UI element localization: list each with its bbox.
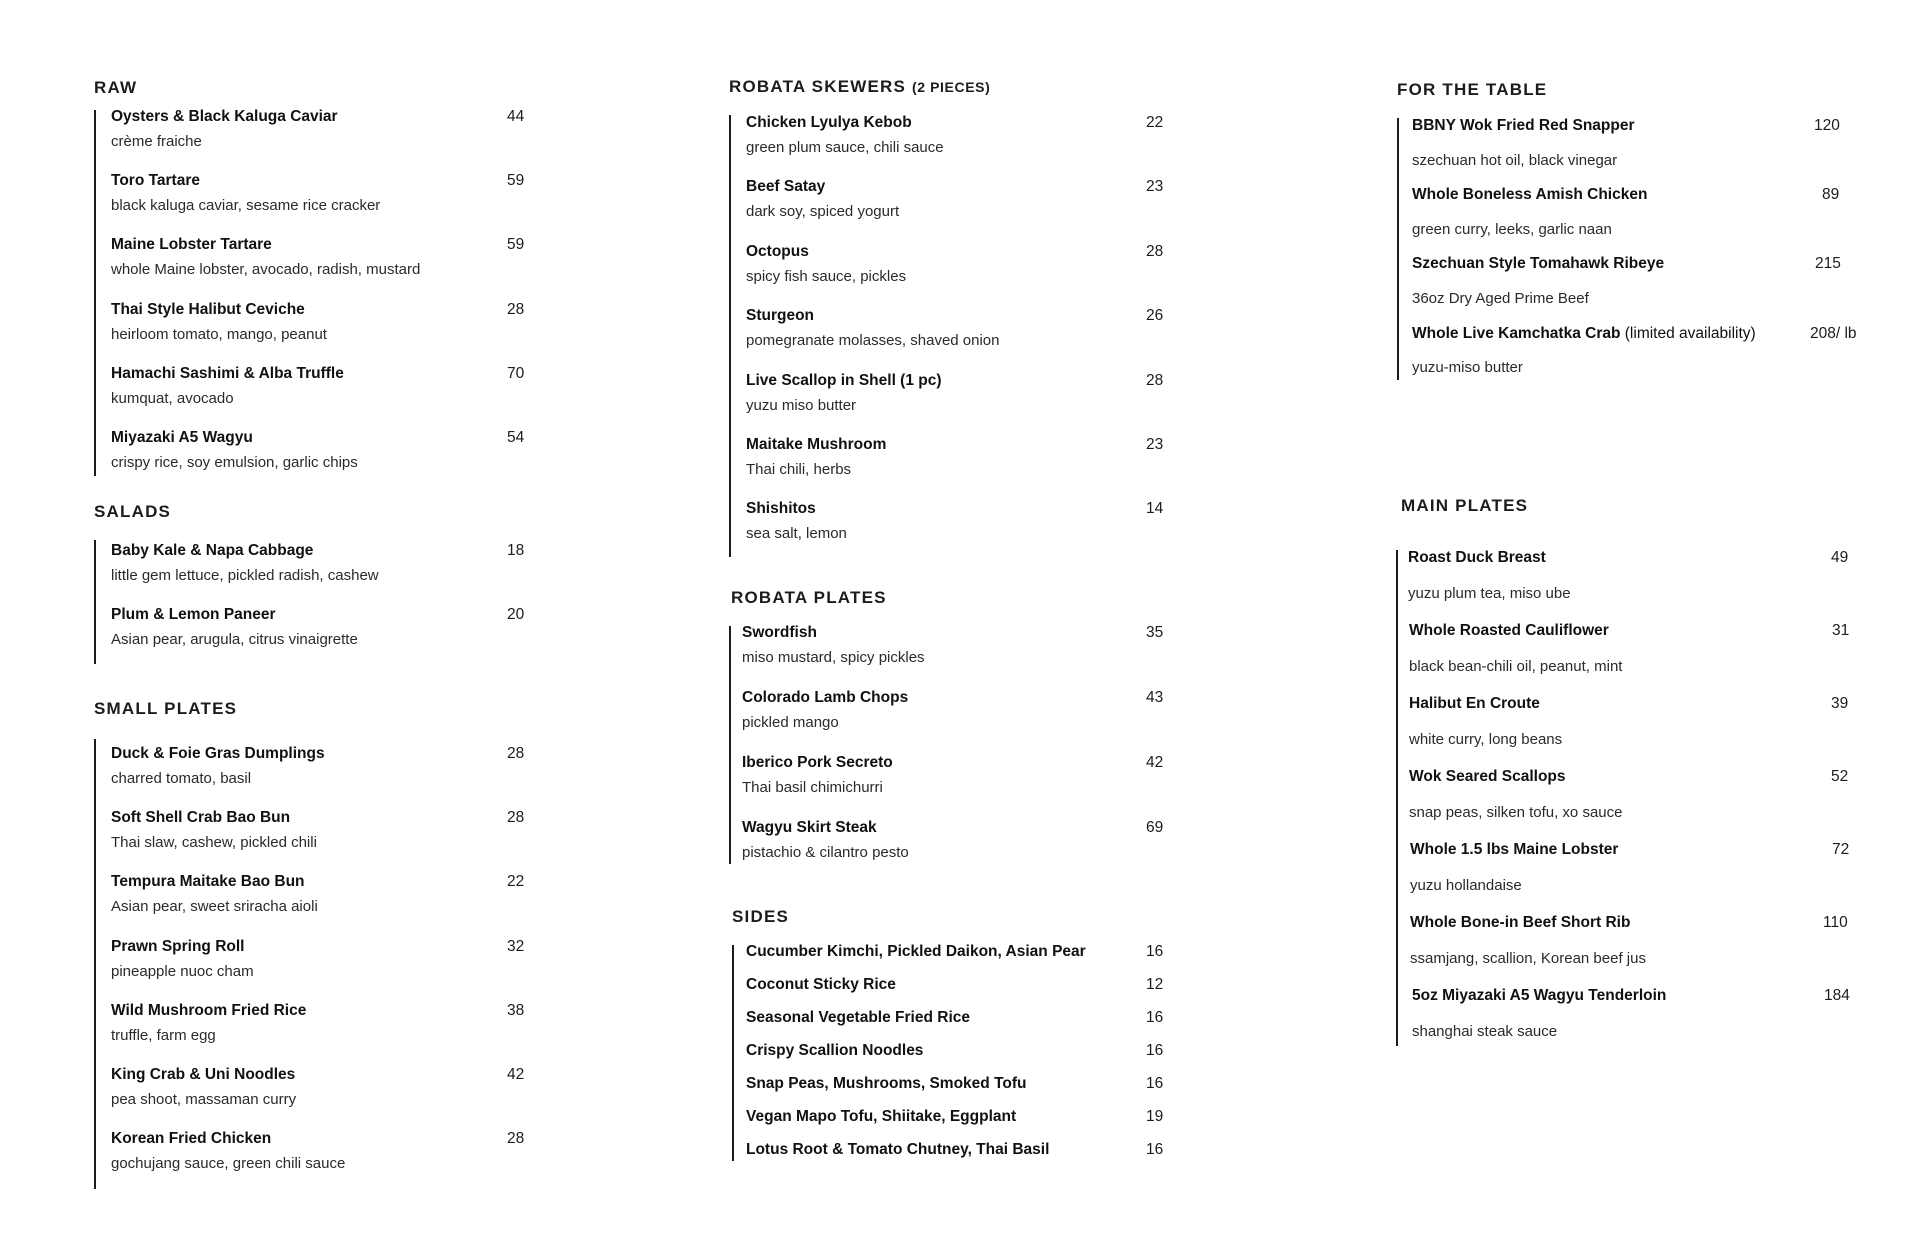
menu-item-desc: yuzu plum tea, miso ube (1408, 585, 1571, 602)
menu-item-desc: spicy fish sauce, pickles (746, 268, 907, 285)
menu-item-price: 16 (1146, 1042, 1164, 1059)
menu-item-price: 184 (1824, 987, 1850, 1004)
section-title-robata-skewers (729, 77, 990, 97)
menu-item-desc: gochujang sauce, green chili sauce (111, 1155, 346, 1172)
menu-item-desc: yuzu-miso butter (1412, 359, 1523, 376)
menu-item-price: 59 (507, 172, 525, 189)
menu-item-name: Seasonal Vegetable Fried Rice (746, 1009, 970, 1026)
section-rule (94, 110, 96, 476)
menu-item-name: Whole 1.5 lbs Maine Lobster (1410, 841, 1619, 858)
menu-item-desc: pea shoot, massaman curry (111, 1091, 297, 1108)
menu-item-desc: 36oz Dry Aged Prime Beef (1412, 290, 1589, 307)
menu-item-desc: whole Maine lobster, avocado, radish, mustard (111, 261, 421, 278)
menu-item-name: Iberico Pork Secreto (742, 754, 893, 771)
menu-item-name: Colorado Lamb Chops (742, 689, 909, 706)
menu-item-note: (limited availability) (1624, 325, 1756, 342)
section-title-robata-plates: ROBATA PLATES (731, 588, 887, 607)
menu-item-name: Miyazaki A5 Wagyu (111, 429, 253, 446)
menu-item-desc: Thai basil chimichurri (742, 779, 883, 796)
section-title-small-plates: SMALL PLATES (94, 699, 238, 718)
menu-item-name: Shishitos (746, 500, 816, 517)
menu-item-price: 72 (1832, 841, 1850, 858)
menu-item-name: Live Scallop in Shell (1 pc) (746, 372, 942, 389)
menu-item-desc: little gem lettuce, pickled radish, cashew (111, 567, 379, 584)
menu-item-price: 89 (1822, 186, 1840, 203)
menu-item-desc: Thai chili, herbs (746, 461, 852, 478)
menu-item-desc: kumquat, avocado (111, 390, 234, 407)
menu-item-price: 22 (1146, 114, 1164, 131)
menu-item-price: 31 (1832, 622, 1850, 639)
section-rule (729, 115, 731, 557)
menu-item-name: Thai Style Halibut Ceviche (111, 301, 305, 318)
menu-item-desc: black bean-chili oil, peanut, mint (1409, 658, 1623, 675)
menu-item-name: BBNY Wok Fried Red Snapper (1412, 117, 1635, 134)
menu-item-desc: pickled mango (742, 714, 839, 731)
menu-item-name: Chicken Lyulya Kebob (746, 114, 912, 131)
menu-item-name: Cucumber Kimchi, Pickled Daikon, Asian Pear (746, 943, 1086, 960)
menu-item-desc: white curry, long beans (1409, 731, 1563, 748)
menu-item-price: 215 (1815, 255, 1841, 272)
menu-item-price: 16 (1146, 1075, 1164, 1092)
menu-item-desc: heirloom tomato, mango, peanut (111, 326, 327, 343)
menu-item-desc: crème fraiche (111, 133, 202, 150)
section-rule (94, 540, 96, 664)
section-title-salads: SALADS (94, 502, 172, 521)
menu-item-price: 120 (1814, 117, 1840, 134)
menu-item-price: 35 (1146, 624, 1164, 641)
menu-item-price: 16 (1146, 1141, 1164, 1158)
menu-item-name: Wagyu Skirt Steak (742, 819, 877, 836)
menu-item-price: 38 (507, 1002, 525, 1019)
menu-item-name: Duck & Foie Gras Dumplings (111, 745, 325, 762)
menu-item-price: 49 (1831, 549, 1849, 566)
section-title-text: ROBATA SKEWERS (729, 77, 907, 96)
menu-item-name: Crispy Scallion Noodles (746, 1042, 924, 1059)
menu-item-name: Soft Shell Crab Bao Bun (111, 809, 291, 826)
menu-item-desc: pistachio & cilantro pesto (742, 844, 909, 861)
menu-item-desc: shanghai steak sauce (1412, 1023, 1558, 1040)
menu-item-name: Whole Bone-in Beef Short Rib (1410, 914, 1631, 931)
menu-item-price: 28 (507, 745, 525, 762)
menu-item-price: 28 (507, 809, 525, 826)
menu-item-price: 22 (507, 873, 525, 890)
menu-item-desc: snap peas, silken tofu, xo sauce (1409, 804, 1623, 821)
menu-item-name: Wok Seared Scallops (1409, 768, 1566, 785)
menu-item-desc: ssamjang, scallion, Korean beef jus (1410, 950, 1646, 967)
menu-item-name: Wild Mushroom Fried Rice (111, 1002, 307, 1019)
menu-item-price: 39 (1831, 695, 1849, 712)
menu-item-price: 28 (507, 1130, 525, 1147)
menu-item-price: 42 (507, 1066, 525, 1083)
menu-item-price: 16 (1146, 1009, 1164, 1026)
menu-item-name: Lotus Root & Tomato Chutney, Thai Basil (746, 1141, 1050, 1158)
menu-item-name: Vegan Mapo Tofu, Shiitake, Eggplant (746, 1108, 1017, 1125)
menu-item-name: Szechuan Style Tomahawk Ribeye (1412, 255, 1665, 272)
menu-item-desc: pineapple nuoc cham (111, 963, 254, 980)
menu-item-price: 28 (1146, 243, 1164, 260)
menu-item-name: Korean Fried Chicken (111, 1130, 272, 1147)
menu-item-desc: Thai slaw, cashew, pickled chili (111, 834, 317, 851)
section-title-main-plates: MAIN PLATES (1401, 496, 1529, 515)
menu-item-desc: Asian pear, sweet sriracha aioli (111, 898, 318, 915)
menu-item-price: 43 (1146, 689, 1164, 706)
menu-item-name (1412, 325, 1756, 343)
menu-item-name: Octopus (746, 243, 809, 260)
menu-item-price: 110 (1823, 914, 1848, 931)
menu-item-desc: Asian pear, arugula, citrus vinaigrette (111, 631, 358, 648)
menu-item-name: Hamachi Sashimi & Alba Truffle (111, 365, 344, 382)
menu-item-name: Whole Boneless Amish Chicken (1412, 186, 1648, 203)
section-rule (94, 739, 96, 1189)
menu-item-price: 32 (507, 938, 525, 955)
menu-item-name: Prawn Spring Roll (111, 938, 245, 955)
section-title-sides: SIDES (732, 907, 790, 926)
menu-item-name: Maitake Mushroom (746, 436, 887, 453)
menu-item-desc: green plum sauce, chili sauce (746, 139, 944, 156)
section-rule (729, 626, 731, 864)
menu-item-price: 28 (507, 301, 525, 318)
menu-item-price: 28 (1146, 372, 1164, 389)
menu-item-desc: crispy rice, soy emulsion, garlic chips (111, 454, 358, 471)
menu-item-price: 69 (1146, 819, 1164, 836)
menu-item-desc: szechuan hot oil, black vinegar (1412, 152, 1618, 169)
menu-item-name: Swordfish (742, 624, 817, 641)
menu-item-price: 23 (1146, 436, 1164, 453)
menu-item-desc: yuzu miso butter (746, 397, 857, 414)
menu-item-desc: sea salt, lemon (746, 525, 847, 542)
menu-item-price: 44 (507, 108, 525, 125)
menu-item-price: 208/ lb (1810, 325, 1857, 342)
menu-item-price: 18 (507, 542, 525, 559)
section-rule (1396, 550, 1398, 1046)
menu-item-price: 70 (507, 365, 525, 382)
menu-item-desc: charred tomato, basil (111, 770, 252, 787)
menu-item-price: 14 (1146, 500, 1164, 517)
menu-item-desc: truffle, farm egg (111, 1027, 216, 1044)
menu-item-name: Baby Kale & Napa Cabbage (111, 542, 314, 559)
menu-item-desc: dark soy, spiced yogurt (746, 203, 900, 220)
section-rule (1397, 118, 1399, 380)
section-rule (732, 945, 734, 1161)
menu-item-price: 20 (507, 606, 525, 623)
menu-item-price: 12 (1146, 976, 1164, 993)
menu-item-price: 54 (507, 429, 525, 446)
menu-item-name: Roast Duck Breast (1408, 549, 1546, 566)
menu-item-name: Oysters & Black Kaluga Caviar (111, 108, 338, 125)
menu-item-name: King Crab & Uni Noodles (111, 1066, 296, 1083)
menu-item-name: Toro Tartare (111, 172, 200, 189)
menu-item-name: Maine Lobster Tartare (111, 236, 272, 253)
menu-item-price: 59 (507, 236, 525, 253)
menu-item-desc: black kaluga caviar, sesame rice cracker (111, 197, 381, 214)
section-title-for-the-table: FOR THE TABLE (1397, 80, 1548, 99)
menu-item-name: Sturgeon (746, 307, 815, 324)
menu-item-name: Halibut En Croute (1409, 695, 1540, 712)
menu-item-price: 26 (1146, 307, 1164, 324)
menu-item-name: Coconut Sticky Rice (746, 976, 896, 993)
menu-item-price: 16 (1146, 943, 1164, 960)
menu-item-desc: yuzu hollandaise (1410, 877, 1522, 894)
menu-item-name: Beef Satay (746, 178, 826, 195)
menu-item-desc: green curry, leeks, garlic naan (1412, 221, 1612, 238)
section-subtitle: (2 PIECES) (911, 79, 991, 95)
menu-item-desc: pomegranate molasses, shaved onion (746, 332, 1000, 349)
menu-item-price: 19 (1146, 1108, 1164, 1125)
menu-item-name: Snap Peas, Mushrooms, Smoked Tofu (746, 1075, 1027, 1092)
menu-item-price: 42 (1146, 754, 1164, 771)
menu-item-name-text: Whole Live Kamchatka Crab (1412, 325, 1621, 342)
menu-item-name: Whole Roasted Cauliflower (1409, 622, 1609, 639)
menu-item-name: Tempura Maitake Bao Bun (111, 873, 305, 890)
menu-item-desc: miso mustard, spicy pickles (742, 649, 925, 666)
menu-item-name: 5oz Miyazaki A5 Wagyu Tenderloin (1412, 987, 1667, 1004)
section-title-raw: RAW (94, 78, 138, 97)
menu-item-price: 52 (1831, 768, 1849, 785)
menu-item-name: Plum & Lemon Paneer (111, 606, 276, 623)
menu-item-price: 23 (1146, 178, 1164, 195)
